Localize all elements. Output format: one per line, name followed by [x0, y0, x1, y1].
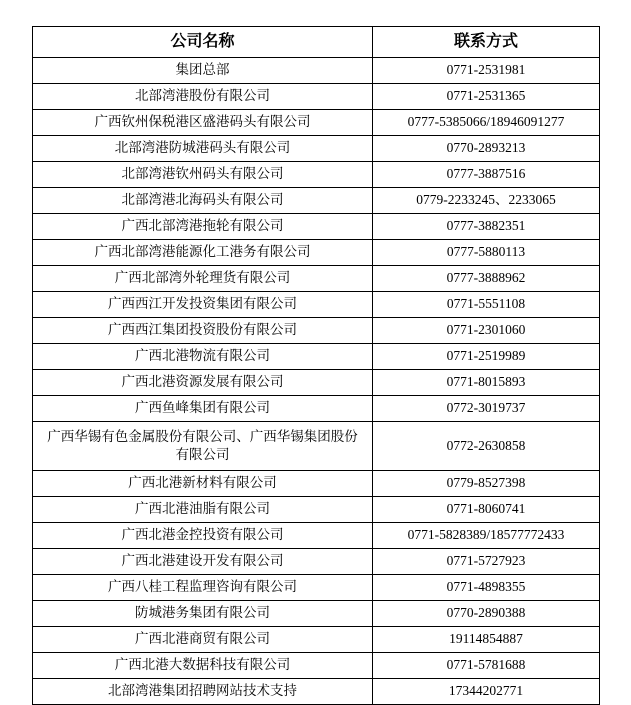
contact-phone-cell: 0771-5828389/18577772433	[373, 523, 600, 549]
company-name-cell: 广西北港大数据科技有限公司	[33, 653, 373, 679]
contact-phone-cell: 0771-8060741	[373, 497, 600, 523]
contact-phone-cell: 0771-5781688	[373, 653, 600, 679]
contact-phone-cell: 0771-4898355	[373, 575, 600, 601]
table-row	[33, 471, 600, 497]
table-header	[33, 27, 600, 58]
table-row	[33, 653, 600, 679]
contact-phone-cell: 0771-2531981	[373, 58, 600, 84]
column-header-company-name: 公司名称	[33, 27, 373, 58]
table-row	[33, 549, 600, 575]
contact-phone-cell: 0771-2519989	[373, 344, 600, 370]
table-body	[33, 58, 600, 705]
company-name-cell: 集团总部	[33, 58, 373, 84]
company-name-cell: 北部湾港钦州码头有限公司	[33, 162, 373, 188]
table-row	[33, 110, 600, 136]
contact-phone-cell: 0772-3019737	[373, 396, 600, 422]
company-name-cell: 广西西江集团投资股份有限公司	[33, 318, 373, 344]
table-row	[33, 497, 600, 523]
table-row	[33, 627, 600, 653]
company-name-cell: 广西钦州保税港区盛港码头有限公司	[33, 110, 373, 136]
company-name-cell: 广西八桂工程监理咨询有限公司	[33, 575, 373, 601]
table-row	[33, 679, 600, 705]
company-name-cell: 广西北港金控投资有限公司	[33, 523, 373, 549]
company-name-cell: 广西北港资源发展有限公司	[33, 370, 373, 396]
company-name-cell: 广西西江开发投资集团有限公司	[33, 292, 373, 318]
contact-phone-cell: 0777-5385066/18946091277	[373, 110, 600, 136]
contact-phone-cell: 0771-5551108	[373, 292, 600, 318]
table-row	[33, 188, 600, 214]
company-name-cell: 北部湾港股份有限公司	[33, 84, 373, 110]
company-name-cell: 广西北港物流有限公司	[33, 344, 373, 370]
contact-phone-cell: 0771-2301060	[373, 318, 600, 344]
table-row	[33, 162, 600, 188]
table-row	[33, 58, 600, 84]
table-row	[33, 523, 600, 549]
table-row	[33, 136, 600, 162]
table-row	[33, 601, 600, 627]
table-row	[33, 396, 600, 422]
table-header-row	[33, 27, 600, 58]
contact-phone-cell: 0777-3888962	[373, 266, 600, 292]
company-name-cell: 广西华锡有色金属股份有限公司、广西华锡集团股份有限公司	[33, 422, 373, 471]
company-name-cell: 广西北部湾港能源化工港务有限公司	[33, 240, 373, 266]
company-contact-table	[32, 26, 600, 705]
contact-phone-cell: 19114854887	[373, 627, 600, 653]
table-row	[33, 240, 600, 266]
company-name-cell: 防城港务集团有限公司	[33, 601, 373, 627]
company-name-cell: 北部湾港集团招聘网站技术支持	[33, 679, 373, 705]
table-row	[33, 422, 600, 471]
table-row	[33, 266, 600, 292]
company-name-cell: 北部湾港防城港码头有限公司	[33, 136, 373, 162]
contact-phone-cell: 0779-8527398	[373, 471, 600, 497]
contact-phone-cell: 0771-5727923	[373, 549, 600, 575]
company-name-cell: 北部湾港北海码头有限公司	[33, 188, 373, 214]
company-name-cell: 广西北港建设开发有限公司	[33, 549, 373, 575]
contact-phone-cell: 0777-5880113	[373, 240, 600, 266]
company-name-cell: 广西北部湾港拖轮有限公司	[33, 214, 373, 240]
contact-phone-cell: 0779-2233245、2233065	[373, 188, 600, 214]
table-row	[33, 214, 600, 240]
company-name-cell: 广西鱼峰集团有限公司	[33, 396, 373, 422]
table-row	[33, 318, 600, 344]
table-row	[33, 344, 600, 370]
company-name-cell: 广西北部湾外轮理货有限公司	[33, 266, 373, 292]
company-name-cell: 广西北港商贸有限公司	[33, 627, 373, 653]
column-header-contact: 联系方式	[373, 27, 600, 58]
contact-phone-cell: 0770-2890388	[373, 601, 600, 627]
contact-phone-cell: 0777-3882351	[373, 214, 600, 240]
company-name-cell: 广西北港油脂有限公司	[33, 497, 373, 523]
table-row	[33, 370, 600, 396]
contact-phone-cell: 0770-2893213	[373, 136, 600, 162]
contact-phone-cell: 0777-3887516	[373, 162, 600, 188]
contact-phone-cell: 17344202771	[373, 679, 600, 705]
table-row	[33, 84, 600, 110]
company-name-cell: 广西北港新材料有限公司	[33, 471, 373, 497]
contact-phone-cell: 0772-2630858	[373, 422, 600, 471]
table-row	[33, 292, 600, 318]
table-row	[33, 575, 600, 601]
contact-phone-cell: 0771-8015893	[373, 370, 600, 396]
contact-phone-cell: 0771-2531365	[373, 84, 600, 110]
